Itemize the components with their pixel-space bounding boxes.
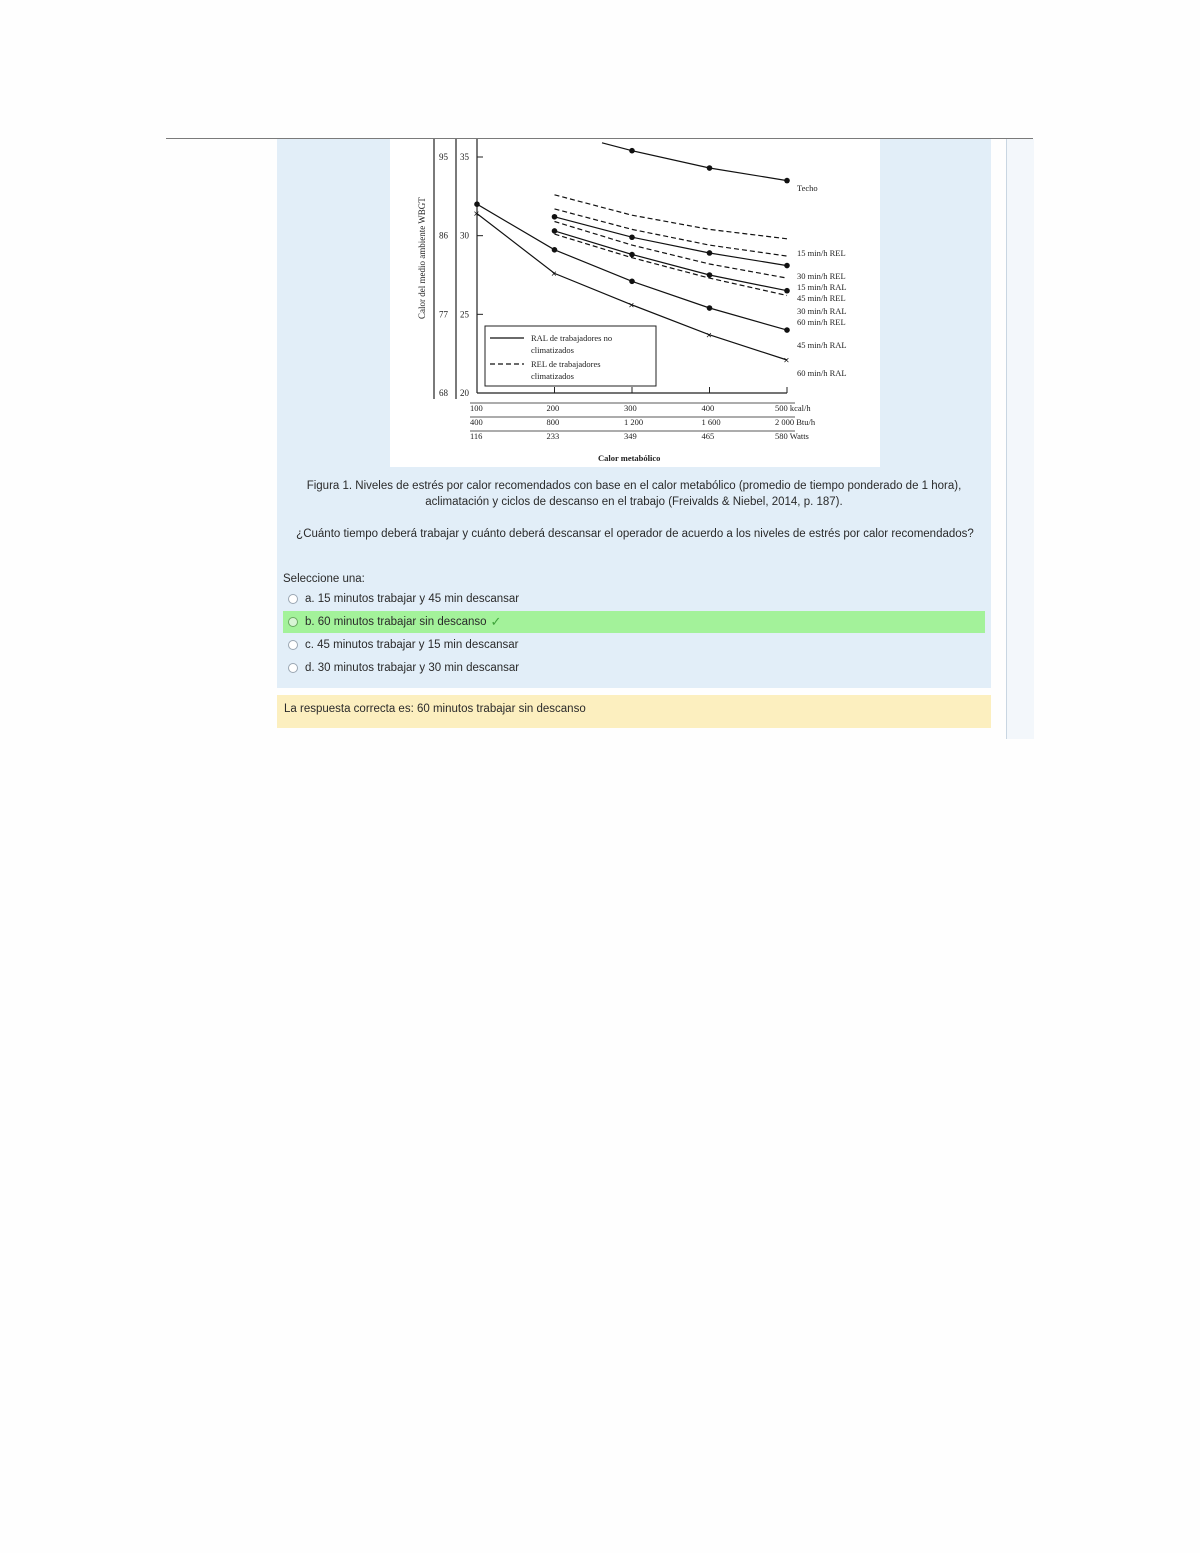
radio-icon[interactable]: [288, 663, 298, 673]
y-tick-label-celsius: 30: [460, 230, 469, 241]
series-line: [555, 222, 788, 279]
x-tick-label: 465: [701, 431, 715, 441]
y-tick-label-fahrenheit: 86: [439, 230, 448, 241]
x-tick-label: 1 600: [701, 417, 721, 427]
check-icon: ✓: [490, 614, 502, 629]
feedback-box: [277, 695, 991, 728]
data-point-x: ×: [783, 355, 790, 367]
series-label: 15 min/h REL: [797, 248, 846, 258]
data-point-dot: [629, 148, 635, 154]
y-tick-label-fahrenheit: 95: [439, 152, 448, 162]
radio-icon[interactable]: [288, 640, 298, 650]
x-tick-label: 349: [624, 431, 637, 441]
x-tick-label: 580 Watts: [775, 431, 809, 441]
y-tick-label-fahrenheit: 68: [439, 388, 448, 398]
right-scroll-column: [1006, 139, 1034, 739]
legend-dashed-line1: REL de trabajadores: [531, 359, 601, 369]
series-label: 45 min/h RAL: [797, 340, 847, 350]
option-b-label: b. 60 minutos trabajar sin descanso: [305, 616, 487, 628]
data-point-dot: [629, 234, 635, 240]
x-tick-label: 100: [470, 403, 483, 413]
data-point-dot: [707, 272, 713, 278]
x-tick-label: 400: [701, 403, 715, 413]
x-tick-label: 233: [546, 431, 560, 441]
x-axis-title: Calor metabólico: [598, 453, 661, 463]
data-point-dot: [552, 228, 558, 234]
series-line: [555, 231, 788, 291]
series-label: 15 min/h RAL: [797, 282, 847, 292]
data-point-dot: [784, 288, 790, 294]
option-b[interactable]: [283, 611, 985, 633]
series-label: 30 min/h REL: [797, 271, 846, 281]
caption-line-2: aclimatación y ciclos de descanso en el trabajo (Freivalds & Niebel, 2014, p. 187).: [425, 496, 843, 508]
x-tick-label: 500 kcal/h: [775, 403, 811, 413]
data-point-x: ×: [628, 300, 635, 312]
data-point-dot: [784, 263, 790, 269]
series-label: Techo: [797, 183, 818, 193]
y-tick-label-celsius: 25: [460, 309, 469, 320]
x-tick-label: 200: [546, 403, 560, 413]
radio-icon[interactable]: [288, 617, 298, 627]
legend-solid-line1: RAL de trabajadores no: [531, 333, 613, 343]
x-tick-label: 116: [470, 431, 483, 441]
data-point-x: ×: [473, 209, 480, 221]
data-point-dot: [552, 247, 558, 253]
data-point-dot: [474, 201, 480, 207]
option-d[interactable]: [283, 657, 985, 679]
y-tick-label-celsius: 35: [460, 152, 469, 162]
option-c-label: c. 45 minutos trabajar y 15 min descansar: [305, 639, 519, 651]
series-label: 60 min/h RAL: [797, 368, 847, 378]
data-point-dot: [707, 305, 713, 311]
data-point-dot: [707, 165, 713, 171]
legend-solid-line2: climatizados: [531, 345, 574, 355]
data-point-dot: [784, 327, 790, 333]
x-tick-label: 800: [546, 417, 560, 427]
option-a[interactable]: [283, 588, 985, 610]
caption-line-1: Figura 1. Niveles de estrés por calor recomendados con base en el calor metabólico (promedio de tiempo ponderado de 1 hora),: [306, 480, 962, 492]
series-line: [602, 143, 787, 181]
x-tick-label: 2 000 Btu/h: [775, 417, 816, 427]
y-tick-label-celsius: 20: [460, 388, 469, 398]
data-point-dot: [629, 278, 635, 284]
y-tick-label-fahrenheit: 77: [439, 309, 448, 320]
chart-svg: [390, 139, 880, 467]
data-point-x: ×: [706, 330, 712, 342]
data-point-dot: [552, 214, 558, 220]
series-label: 60 min/h REL: [797, 317, 846, 327]
option-a-label: a. 15 minutos trabajar y 45 min descansar: [305, 593, 520, 605]
feedback-text: La respuesta correcta es: 60 minutos trabajar sin descanso: [284, 703, 586, 715]
x-tick-label: 400: [470, 417, 483, 427]
legend-dashed-line2: climatizados: [531, 371, 574, 381]
option-d-label: d. 30 minutos trabajar y 30 min descansar: [305, 662, 520, 674]
series-label: 45 min/h REL: [797, 293, 846, 303]
option-c[interactable]: [283, 634, 985, 656]
data-point-dot: [784, 178, 790, 184]
data-point-x: ×: [551, 268, 557, 280]
question-text: ¿Cuánto tiempo deberá trabajar y cuánto deberá descansar el operador de acuerdo a los niveles de estrés por calor recomendados?: [296, 528, 974, 540]
data-point-dot: [629, 252, 635, 258]
figure-chart: [390, 139, 880, 467]
figure-caption: [300, 478, 968, 510]
select-prompt: Seleccione una:: [283, 573, 365, 585]
radio-icon[interactable]: [288, 594, 298, 604]
y-axis-title: Calor del medio ambiente WBGT: [417, 197, 427, 319]
series-label: 30 min/h RAL: [797, 306, 847, 316]
x-tick-label: 1 200: [624, 417, 644, 427]
data-point-dot: [707, 250, 713, 256]
x-tick-label: 300: [624, 403, 637, 413]
